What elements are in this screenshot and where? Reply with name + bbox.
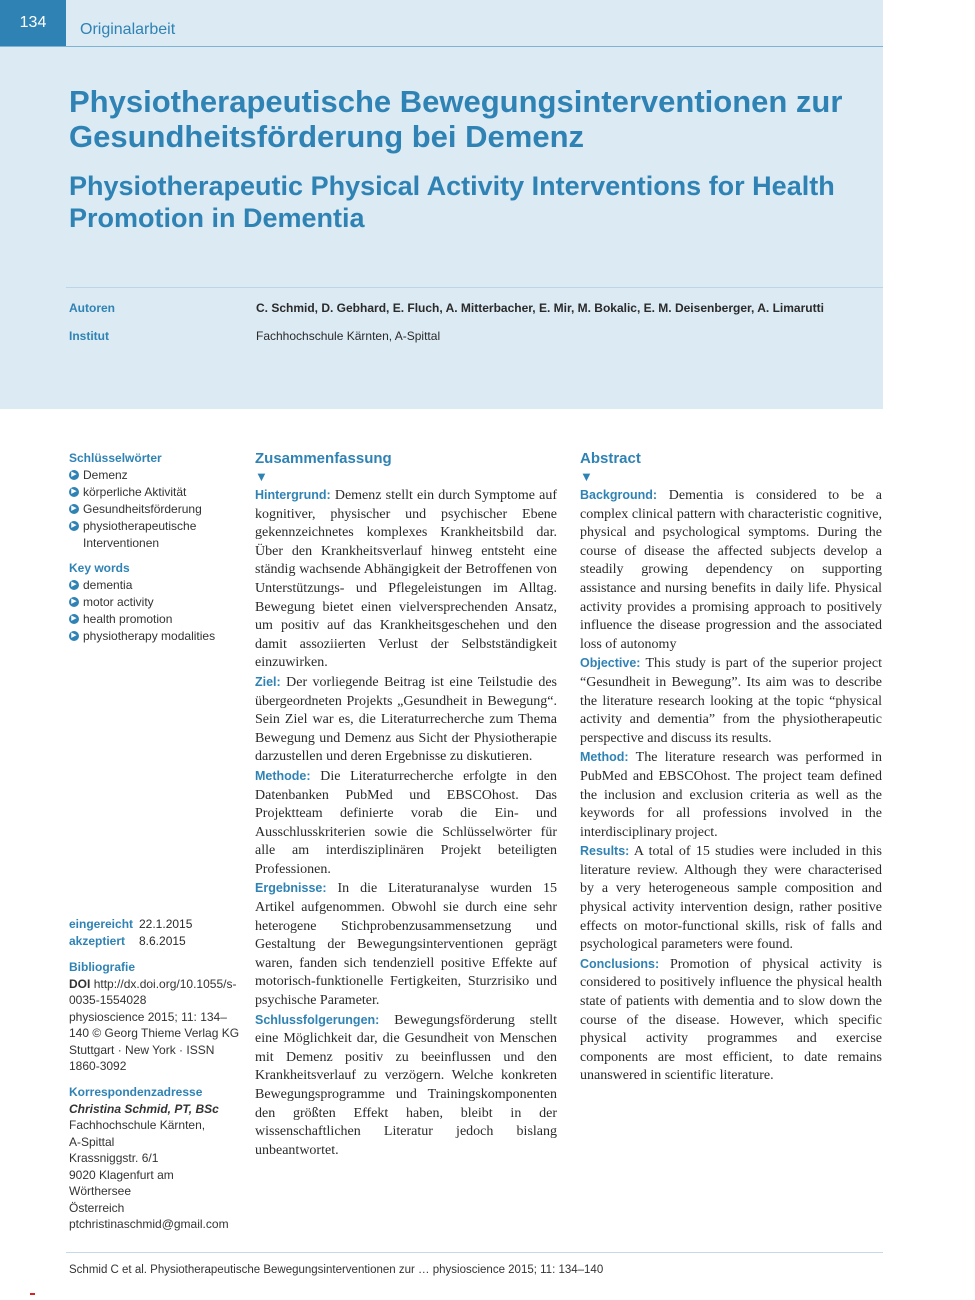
abstract-de-heading: Zusammenfassung (255, 450, 392, 467)
paragraph-label: Background: (580, 488, 658, 502)
received-label: eingereicht (69, 917, 134, 931)
address-line: ptchristinaschmid@gmail.com (69, 1217, 229, 1231)
address-line: Österreich (69, 1200, 125, 1215)
triangle-down-icon: ▼ (255, 469, 268, 484)
paragraph-text: The literature research was performed in PubMed and EBSCOhost. The project team defined the inclusion and exclusion criteria as well as the keywords for all professions involved in the interdisciplinary project. (580, 750, 882, 840)
doi-label: DOI (69, 976, 91, 991)
arrow-right-icon: ▶ (69, 470, 79, 480)
keyword-de-item-label: Demenz (83, 468, 128, 482)
paragraph-text: This study is part of the superior project “Gesundheit in Bewegung”. Its aim was to describe the literature research looking at the topic “physical activity and dementia” from the physiotherapeutic perspective and discuss its results. (580, 656, 883, 746)
abstract-paragraph (255, 673, 557, 767)
abstract-paragraph (255, 767, 557, 880)
footer-citation: Schmid C et al. Physiotherapeutische Bewegungsinterventionen zur … physioscience 2015; 11: 134–140 (69, 1264, 604, 1276)
bibliography-heading: Bibliografie (69, 960, 136, 974)
authors-list: C. Schmid, D. Gebhard, E. Fluch, A. Mitterbacher, E. Mir, M. Bokalic, E. M. Deisenberger, A. Limarutti (256, 301, 824, 315)
keyword-en-item (69, 628, 239, 645)
paragraph-text: A total of 15 studies were included in this literature review. Although they were characterised by a very heterogeneous sample composition and physical activity intervention design, rather positive effects on motor-functional skills, risk of falls and psychological parameters were found. (580, 844, 882, 953)
correspondence-address (69, 1117, 241, 1233)
abstract-paragraph (580, 486, 882, 654)
address-line: Krassniggstr. 6/1 (69, 1151, 159, 1165)
paragraph-text: Demenz stellt ein durch Symptome auf kognitiver, physischer und psychischer Ebene gekennzeichnetes komplexes Krankheitsbild dar. Über den Krankheitsverlauf hinweg entsteht eine ständig wachsende Abhängigkeit der Betroffenen von Unterstützungs- und Pflegeleistungen im Alltag. Bewegung bietet einen vielversprechenden Ansatz, um positiv auf das Krankheitsgeschehen und den damit assoziierten Verlust der Selbstständigkeit einzuwirken. (255, 488, 557, 671)
citation-text: physioscience 2015; 11: 134–140 © Georg Thieme Verlag KG Stuttgart · New York · ISSN 1860-3092 (69, 1009, 240, 1073)
abstract-paragraph (580, 748, 882, 842)
title-english: Physiotherapeutic Physical Activity Interventions for Health Promotion in Dementia (69, 171, 835, 233)
paragraph-label: Conclusions: (580, 956, 660, 971)
paragraph-text: Der vorliegende Beitrag ist eine Teilstudie des übergeordneten Projekts „Gesundheit in Bewegung“. Sein Ziel war es, die Literaturrecherche zum Thema Bewegung und Demenz aus Sicht der Physiotherapie darzustellen und deren Ergebnisse zu diskutieren. (255, 674, 557, 765)
page-number: 134 (0, 0, 66, 46)
keyword-en-item-label: dementia (83, 578, 133, 592)
correspondence-heading: Korrespondenzadresse (69, 1085, 203, 1099)
paragraph-text: In die Literaturanalyse wurden 15 Artikel aufgenommen. Obwohl sie durch eine sehr heterogene Stichprobenzusammensetzung und Gestaltung der Bewegungsinterventionen geprägt waren, fanden sich tendenziell positive Effekte auf motorisch-funktionelle Fertigkeiten, Sturzrisiko und psychische Parameter. (255, 881, 557, 1009)
abstract-paragraph (255, 486, 557, 673)
abstract-en-body (580, 486, 882, 1086)
received-date: 22.1.2015 (139, 917, 193, 931)
keyword-en-item (69, 594, 239, 611)
paragraph-label: Ziel: (255, 674, 281, 689)
triangle-down-icon: ▼ (580, 469, 593, 484)
arrow-right-icon: ▶ (69, 614, 79, 624)
paragraph-label: Methode: (255, 768, 311, 783)
keyword-de-item (69, 518, 239, 552)
header-divider (0, 46, 883, 47)
paragraph-label: Method: (580, 750, 629, 765)
keywords-sidebar (69, 450, 239, 653)
paragraph-label: Results: (580, 844, 630, 859)
abstract-paragraph (580, 842, 882, 955)
address-line: Wörthersee (69, 1184, 132, 1198)
correspondence-name: Christina Schmid, PT, BSc (69, 1101, 219, 1116)
keyword-de-item-label: Gesundheitsförderung (83, 502, 202, 516)
footer-divider (66, 1252, 883, 1253)
keyword-de-item (69, 501, 239, 518)
keyword-de-item (69, 467, 239, 484)
paragraph-text: Dementia is considered to be a complex clinical pattern with characteristic cognitive, physical and psychological symptoms. During the course of disease the affected subjects develop a steadily growing dependency on supporting assistance and nursing benefits in daily life. Physical activity provides a promising approach to positively influence the disease progression and the associated loss of autonomy (580, 488, 883, 652)
paragraph-label: Objective: (580, 656, 641, 671)
keyword-de-item (69, 484, 239, 501)
section-label: Originalarbeit (80, 21, 176, 38)
keyword-en-item (69, 611, 239, 628)
keyword-de-item-label: physiotherapeutische Interventionen (83, 519, 197, 550)
bibliography-block (69, 959, 241, 1075)
abstract-paragraph (255, 1011, 557, 1161)
dates-block (69, 916, 192, 950)
accepted-label: akzeptiert (69, 934, 126, 948)
keyword-en-item-label: health promotion (83, 612, 173, 626)
institute-name: Fachhochschule Kärnten, A-Spittal (256, 329, 441, 343)
address-line: Fachhochschule Kärnten, (69, 1118, 206, 1132)
keywords-de-list (69, 467, 239, 552)
keyword-en-item-label: physiotherapy modalities (83, 629, 216, 643)
keyword-en-item-label: motor activity (83, 595, 154, 609)
doi-link[interactable]: http://dx.doi.org/10.1055/s-0035-1554028 (69, 976, 237, 1007)
arrow-right-icon: ▶ (69, 487, 79, 497)
arrow-right-icon: ▶ (69, 631, 79, 641)
paragraph-text: Promotion of physical activity is considered to positively influence the physical health state of patients with dementia and to slow down the course of the disease. However, which specific physical activity programmes and exercise components are most efficient, to date remains unanswered in scientific literature. (580, 956, 882, 1084)
paragraph-label: Hintergrund: (255, 488, 331, 502)
keywords-de-heading: Schlüsselwörter (69, 451, 162, 465)
keywords-en-heading: Key words (69, 561, 130, 575)
title-german: Physiotherapeutische Bewegungsinterventionen zur Gesundheitsförderung bei Demenz (69, 84, 843, 154)
abstract-paragraph (580, 654, 882, 748)
keyword-de-item-label: körperliche Aktivität (83, 485, 187, 499)
arrow-right-icon: ▶ (69, 521, 79, 531)
authors-label: Autoren (69, 301, 115, 315)
arrow-right-icon: ▶ (69, 504, 79, 514)
meta-divider (66, 287, 883, 288)
institute-label: Institut (69, 329, 109, 343)
keywords-en-list (69, 577, 239, 645)
address-line: A-Spittal (69, 1134, 115, 1149)
corner-mark (30, 1293, 35, 1295)
correspondence-block (69, 1084, 241, 1233)
abstract-german (255, 450, 557, 1160)
arrow-right-icon: ▶ (69, 597, 79, 607)
keyword-en-item (69, 577, 239, 594)
arrow-right-icon: ▶ (69, 580, 79, 590)
abstract-en-heading: Abstract (580, 450, 641, 467)
abstract-english (580, 450, 882, 1086)
accepted-date: 8.6.2015 (139, 934, 186, 948)
abstract-de-body (255, 486, 557, 1160)
paragraph-label: Schlussfolgerungen: (255, 1012, 380, 1027)
paragraph-text: Die Literaturrecherche erfolgte in den Datenbanken PubMed und EBSCOhost. Das Projektteam definierte vorab die Ein- und Ausschlusskriterien sowie die Schlüsselwörter für alle am interdisziplinären Projekt beteiligten Professionen. (255, 768, 558, 877)
abstract-paragraph (255, 879, 557, 1010)
abstract-paragraph (580, 955, 882, 1086)
paragraph-label: Ergebnisse: (255, 881, 327, 896)
paragraph-text: Bewegungsförderung stellt eine Möglichkeit dar, die Gesundheit von Menschen mit Demenz positiv zu beeinflussen und den Krankheitsverlauf zu verzögern. Welche konkreten Bewegungsprogramme und Trainingskomponenten den größten Effekt haben, bleibt in der wissenschaftlichen Literatur jedoch bislang unbeantwortet. (255, 1012, 558, 1158)
address-line: 9020 Klagenfurt am (69, 1167, 174, 1182)
